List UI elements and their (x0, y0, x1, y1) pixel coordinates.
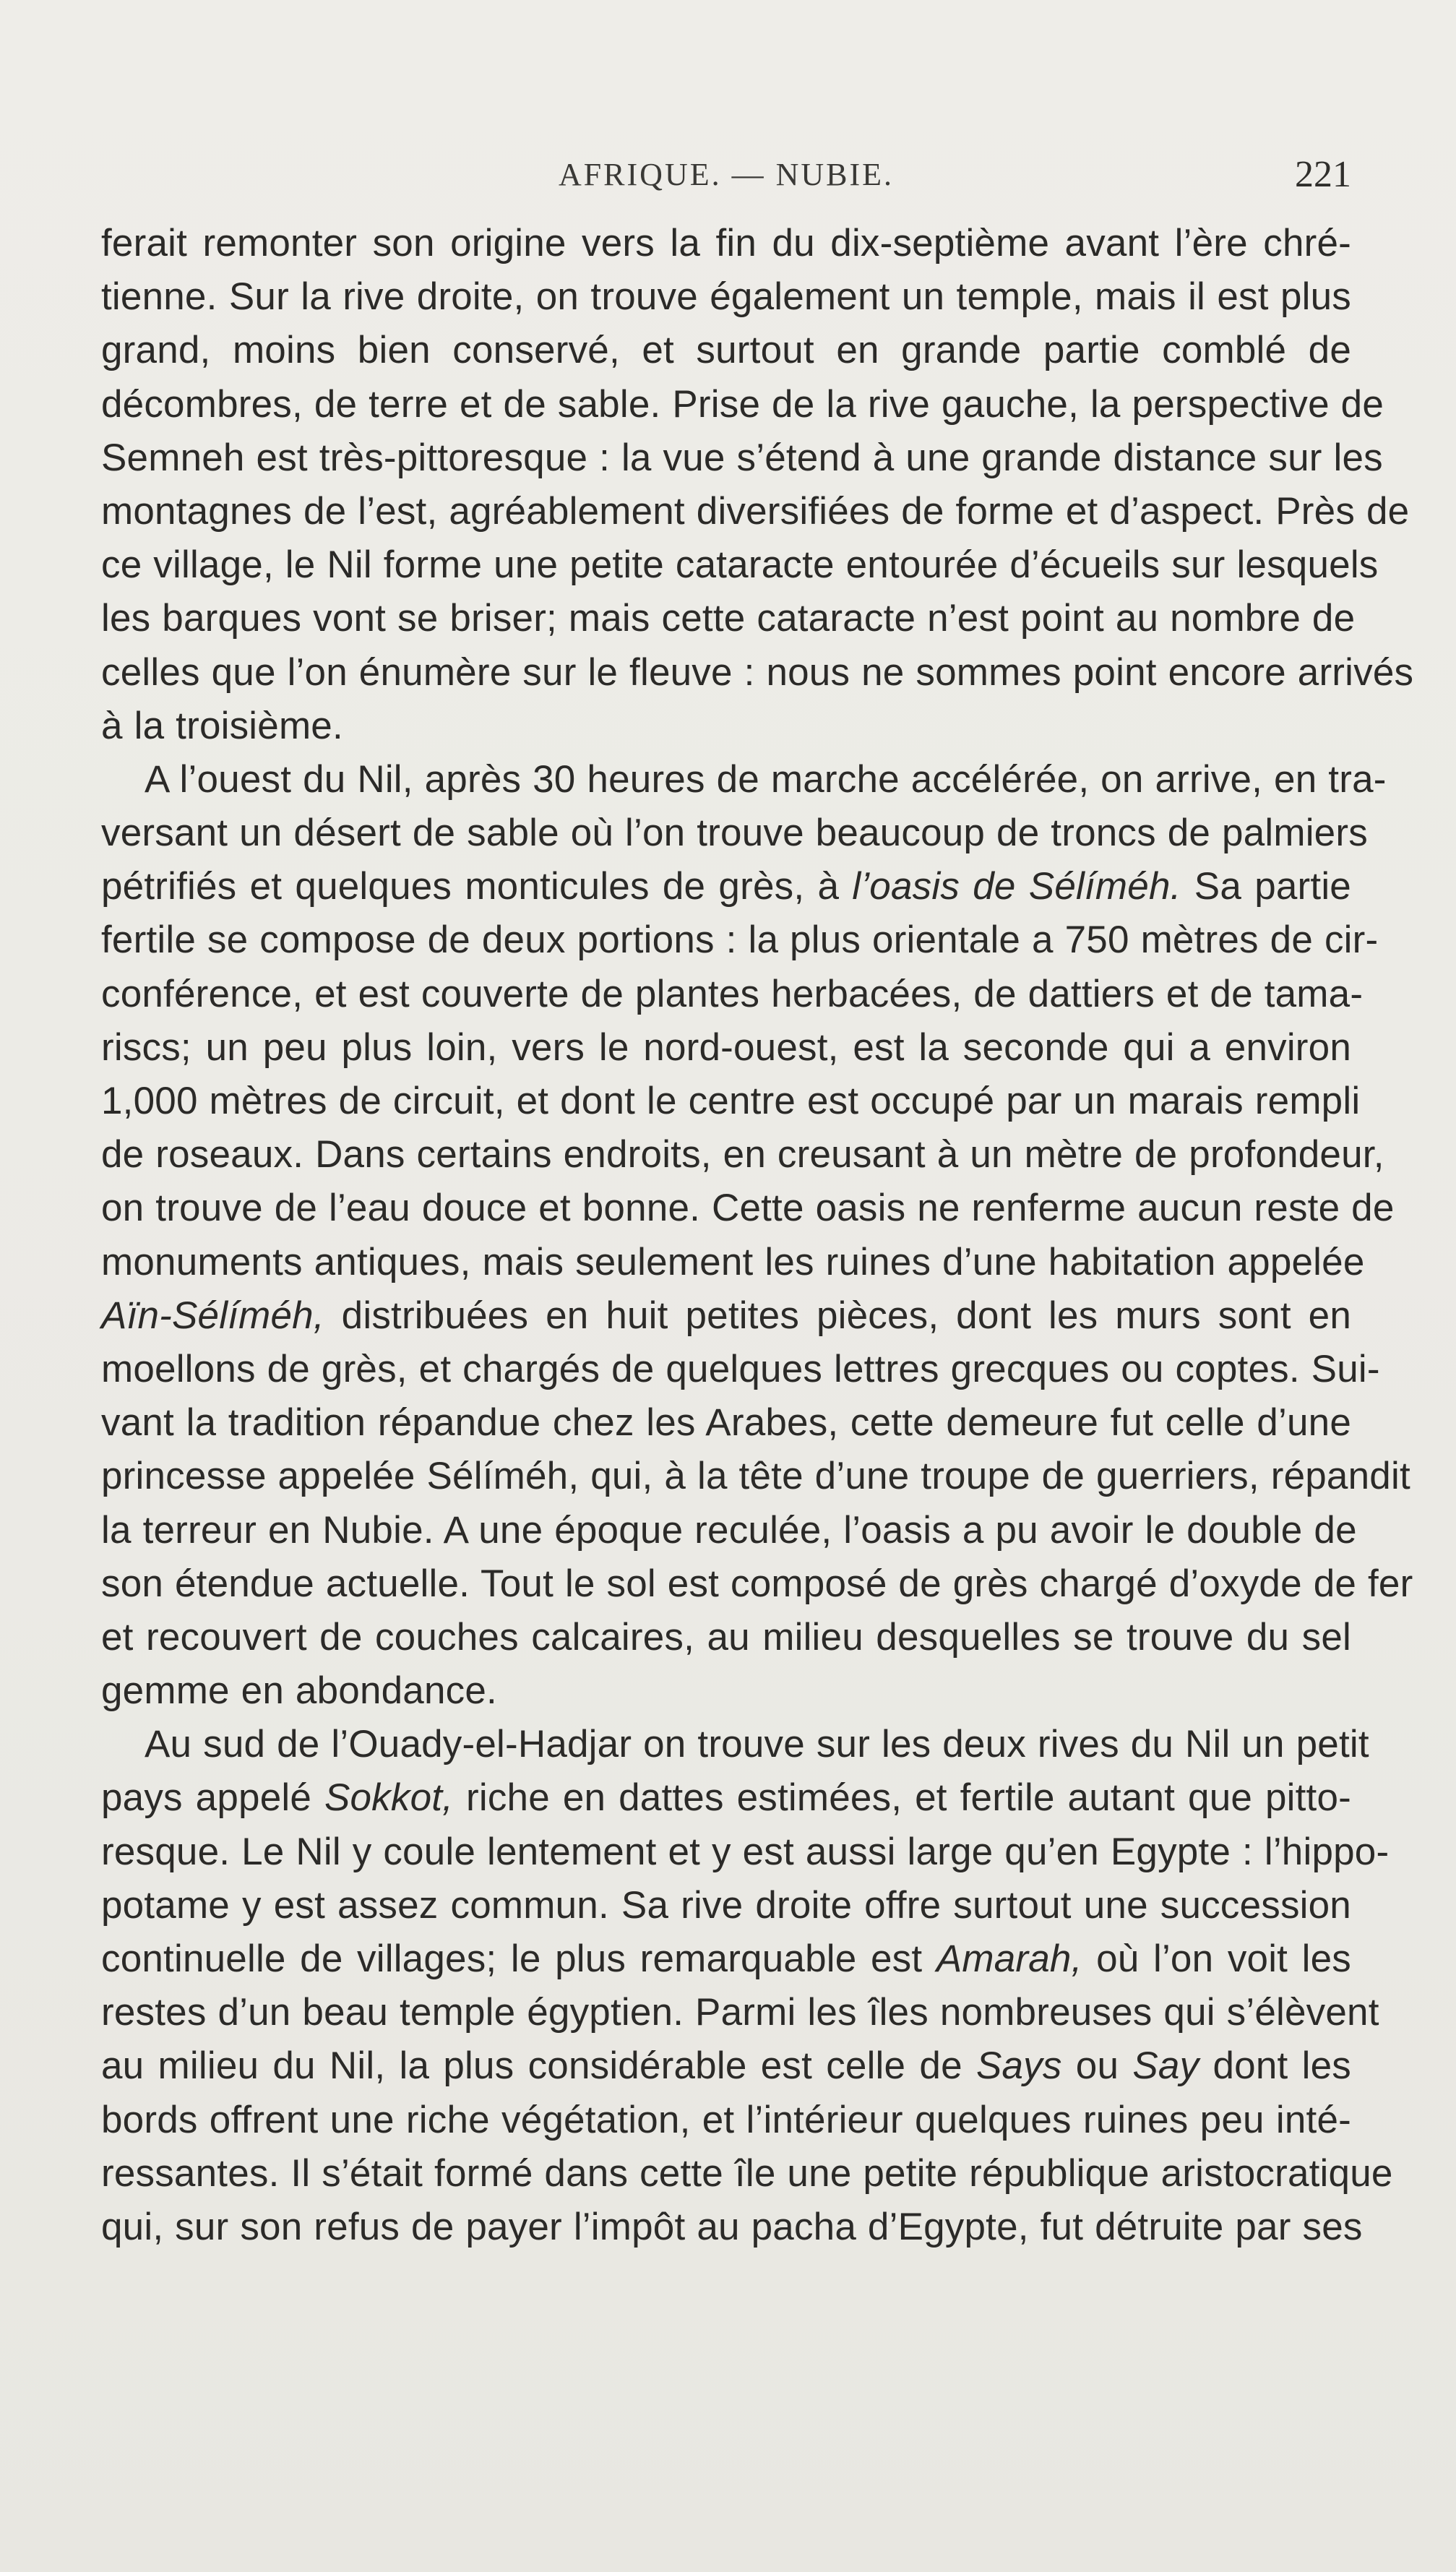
text-line (101, 1021, 1351, 1075)
page-number: 221 (1295, 154, 1351, 195)
line-segment: fertile se compose de deux portions : la plus orientale a 750 mètres de cir- (101, 919, 1379, 962)
text-line (101, 1932, 1351, 1986)
text-line (101, 2039, 1351, 2093)
text-line (101, 2201, 1363, 2254)
text-line (101, 1128, 1384, 1182)
text-line (101, 1718, 1369, 1771)
line-segment: riche en dattes estimées, et fertile autant que pitto- (453, 1776, 1351, 1820)
line-segment: vant la tradition répandue chez les Arabes, cette demeure fut celle d’une (101, 1401, 1351, 1445)
line-segment: gemme en abondance. (101, 1669, 497, 1713)
line-segment: montagnes de l’est, agréablement diversifiées de forme et d’aspect. Près de (101, 489, 1410, 533)
line-segment: princesse appelée Sélíméh, qui, à la tête d’une troupe de guerriers, répandit (101, 1455, 1410, 1498)
text-line (101, 1182, 1395, 1235)
text-line (101, 1289, 1351, 1343)
text-line (101, 217, 1351, 270)
italic-term: Aïn-Sélíméh, (101, 1294, 324, 1337)
italic-term: Sokkot, (324, 1776, 454, 1820)
running-title: AFRIQUE. — NUBIE. (558, 157, 895, 192)
line-segment: grand, moins bien conservé, et surtout en grande partie comblé de (101, 329, 1351, 372)
text-line (101, 1236, 1365, 1289)
line-segment: dont les (1199, 2044, 1352, 2088)
line-segment: versant un désert de sable où l’on trouve beaucoup de troncs de palmiers (101, 812, 1368, 855)
line-segment: continuelle de villages; le plus remarquable est (101, 1937, 936, 1980)
text-line (101, 378, 1384, 431)
text-line (101, 324, 1351, 377)
line-segment: Au sud de l’Ouady-el-Hadjar on trouve sur les deux rives du Nil un petit (145, 1723, 1369, 1766)
text-line (101, 968, 1364, 1021)
line-segment: tienne. Sur la rive droite, on trouve également un temple, mais il est plus (101, 275, 1351, 319)
line-segment: au milieu du Nil, la plus considérable est celle de (101, 2044, 976, 2088)
line-segment: ce village, le Nil forme une petite cataracte entourée d’écueils sur lesquels (101, 543, 1379, 587)
text-line (101, 1450, 1410, 1503)
line-segment: on trouve de l’eau douce et bonne. Cette oasis ne renferme aucun reste de (101, 1187, 1395, 1230)
text-line (101, 700, 1351, 753)
line-segment: qui, sur son refus de payer l’impôt au pacha d’Egypte, fut détruite par ses (101, 2205, 1363, 2248)
text-line (101, 1396, 1351, 1450)
text-line (101, 1771, 1351, 1825)
running-head (101, 153, 1351, 197)
text-line (101, 2147, 1393, 2201)
text-line (101, 1664, 1351, 1718)
line-segment: moellons de grès, et chargés de quelques lettres grecques ou coptes. Sui- (101, 1347, 1380, 1390)
text-line (101, 2094, 1351, 2147)
italic-term: l’oasis de Sélíméh. (852, 865, 1181, 908)
italic-term: Says (975, 2044, 1062, 2088)
line-segment: A l’ouest du Nil, après 30 heures de marche accélérée, on arrive, en tra- (145, 757, 1387, 801)
line-segment: ou (1061, 2044, 1133, 2088)
text-line (101, 592, 1356, 645)
line-segment: Sa partie (1181, 865, 1351, 908)
text-line (101, 646, 1414, 700)
line-segment: 1,000 mètres de circuit, et dont le centre est occupé par un marais rempli (101, 1080, 1361, 1122)
text-line (101, 913, 1379, 967)
text-line (101, 1825, 1390, 1879)
line-segment: distribuées en huit petites pièces, dont les murs sont en (324, 1294, 1351, 1337)
line-segment: pays appelé (101, 1776, 324, 1820)
line-segment: pétrifiés et quelques monticules de grès, à (101, 865, 853, 908)
text-line (101, 807, 1368, 860)
line-segment: monuments antiques, mais seulement les ruines d’une habitation appelée (101, 1240, 1365, 1283)
italic-term: Say (1132, 2044, 1199, 2088)
line-segment: riscs; un peu plus loin, vers le nord-ouest, est la seconde qui a environ (101, 1025, 1351, 1069)
line-segment: de roseaux. Dans certains endroits, en creusant à un mètre de profondeur, (101, 1133, 1384, 1177)
body-text (101, 217, 1414, 2254)
text-line (101, 538, 1379, 592)
line-segment: restes d’un beau temple égyptien. Parmi les îles nombreuses qui s’élèvent (101, 1991, 1379, 2034)
line-segment: celles que l’on énumère sur le fleuve : nous ne sommes point encore arrivés (101, 650, 1414, 694)
line-segment: resque. Le Nil y coule lentement et y est aussi large qu’en Egypte : l’hippo- (101, 1830, 1390, 1873)
text-line (101, 753, 1387, 807)
line-segment: son étendue actuelle. Tout le sol est composé de grès chargé d’oxyde de fer (101, 1562, 1413, 1605)
line-segment: décombres, de terre et de sable. Prise de la rive gauche, la perspective de (101, 382, 1384, 426)
text-line (101, 485, 1410, 538)
text-line (101, 1504, 1357, 1557)
text-line (101, 270, 1351, 324)
line-segment: la terreur en Nubie. A une époque reculée, l’oasis a pu avoir le double de (101, 1508, 1357, 1552)
line-segment: et recouvert de couches calcaires, au milieu desquelles se trouve du sel (101, 1615, 1351, 1659)
italic-term: Amarah, (936, 1937, 1082, 1980)
line-segment: bords offrent une riche végétation, et l’intérieur quelques ruines peu inté- (101, 2098, 1351, 2141)
line-segment: Semneh est très-pittoresque : la vue s’étend à une grande distance sur les (101, 436, 1383, 479)
line-segment: ressantes. Il s’était formé dans cette île une petite république aristocratique (101, 2151, 1393, 2195)
text-line (101, 1879, 1351, 1932)
text-line (101, 1557, 1413, 1611)
text-line (101, 431, 1383, 485)
text-line (101, 1611, 1351, 1664)
text-line (101, 1343, 1380, 1396)
line-segment: ferait remonter son origine vers la fin du dix-septième avant l’ère chré- (101, 222, 1351, 264)
line-segment: où l’on voit les (1082, 1937, 1351, 1980)
text-line (101, 1986, 1379, 2039)
text-line (101, 860, 1351, 913)
line-segment: à la troisième. (101, 704, 343, 747)
line-segment: conférence, et est couverte de plantes herbacées, de dattiers et de tama- (101, 972, 1364, 1015)
text-line (101, 1075, 1361, 1128)
line-segment: les barques vont se briser; mais cette cataracte n’est point au nombre de (101, 597, 1356, 640)
line-segment: potame y est assez commun. Sa rive droite offre surtout une succession (101, 1883, 1351, 1927)
